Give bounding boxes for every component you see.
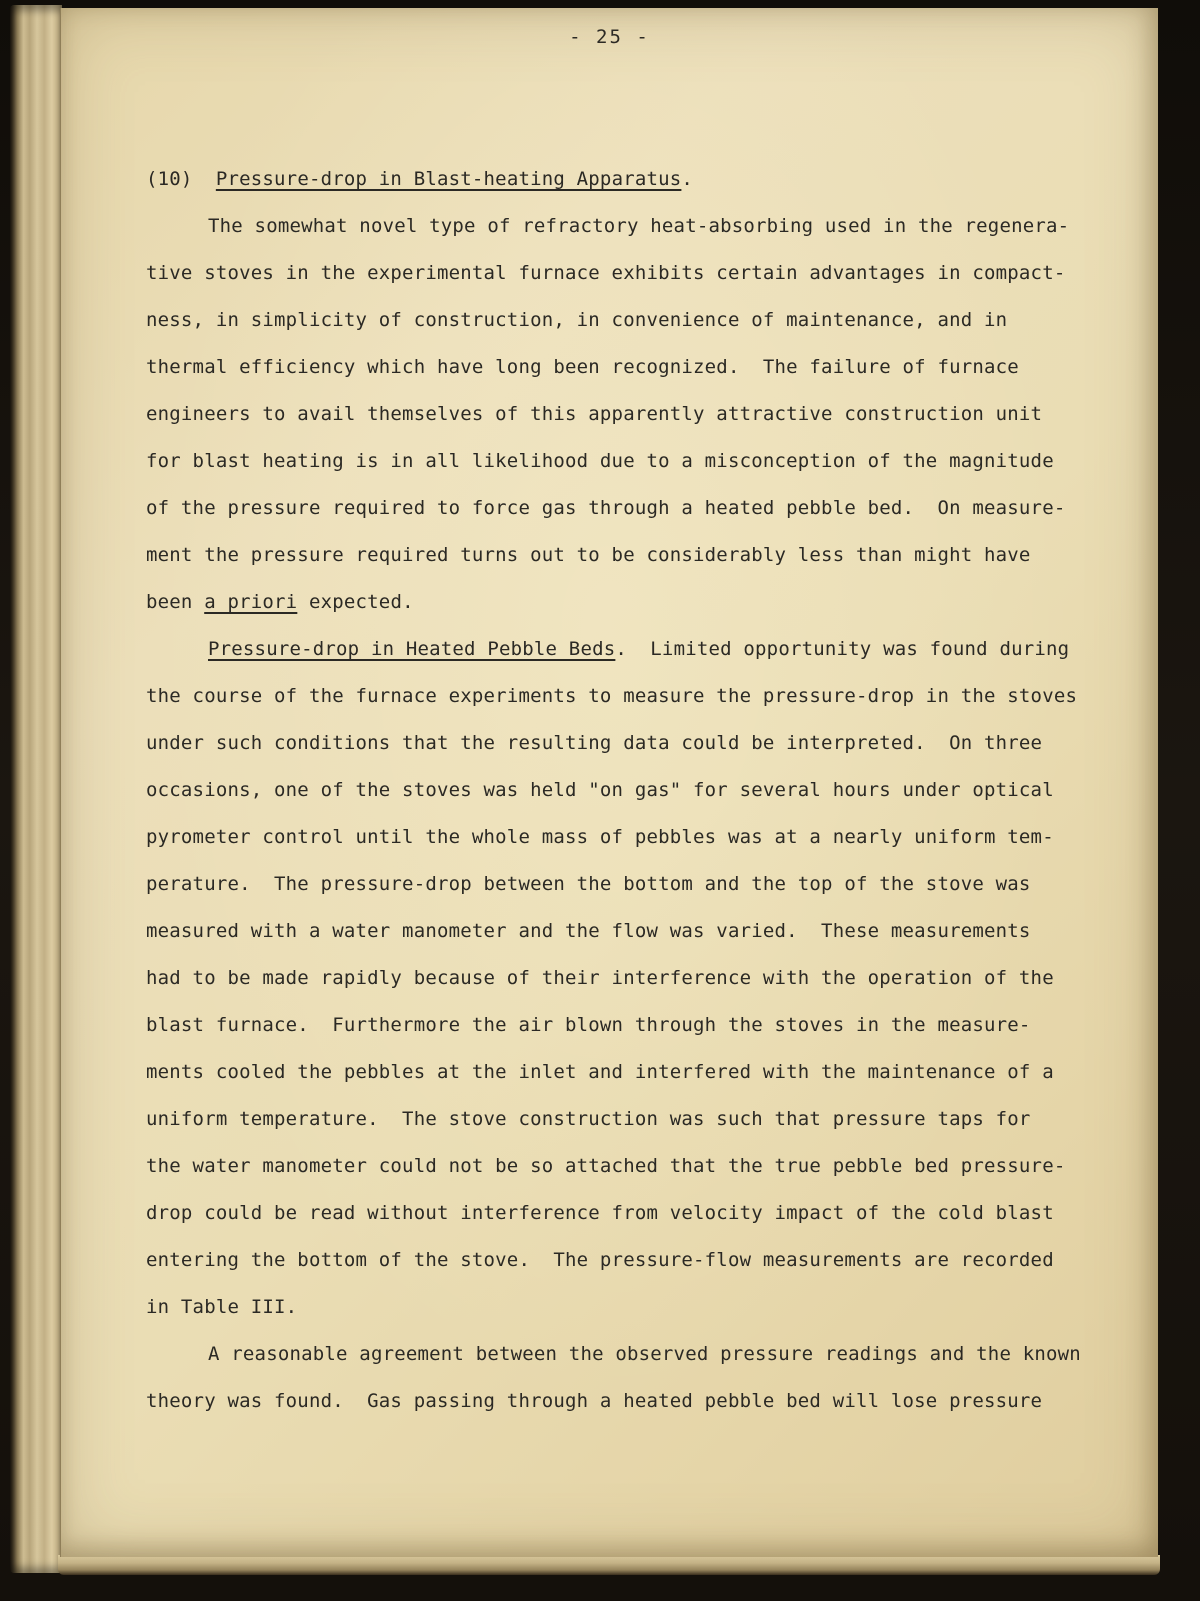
- text-segment: perature. The pressure-drop between the bottom and the top of the stove was: [146, 873, 1031, 895]
- text-segment: uniform temperature. The stove construction was such that pressure taps for: [146, 1108, 1031, 1130]
- text-line: [146, 1190, 1100, 1237]
- text-segment: .: [681, 168, 694, 190]
- text-segment: thermal efficiency which have long been recognized. The failure of furnace: [146, 356, 1019, 378]
- text-line: [146, 1331, 1100, 1378]
- text-line: [146, 1143, 1100, 1190]
- text-segment: for blast heating is in all likelihood due to a misconception of the magnitude: [146, 450, 1054, 472]
- text-segment: the course of the furnace experiments to measure the pressure-drop in the stoves: [146, 685, 1078, 707]
- document-lines: [146, 156, 1100, 1425]
- text-segment: expected.: [297, 591, 414, 613]
- text-line: [146, 955, 1100, 1002]
- text-segment: been: [146, 591, 205, 613]
- text-segment: the water manometer could not be so attached that the true pebble bed pressure-: [146, 1155, 1066, 1177]
- underlined-text-segment: Pressure-drop in Blast-heating Apparatus: [215, 168, 682, 190]
- text-segment: of the pressure required to force gas through a heated pebble bed. On measure-: [146, 497, 1066, 519]
- text-line: [146, 438, 1100, 485]
- text-line: [146, 297, 1100, 344]
- book-page-edges-left: [10, 5, 62, 1573]
- text-line: [146, 1284, 1100, 1331]
- text-line: [146, 344, 1100, 391]
- text-line: [146, 203, 1100, 250]
- text-line: [146, 767, 1100, 814]
- text-line: [146, 250, 1100, 297]
- text-line: [146, 1002, 1100, 1049]
- text-line: [146, 1378, 1100, 1425]
- text-segment: theory was found. Gas passing through a heated pebble bed will lose pressure: [146, 1390, 1043, 1412]
- text-segment: had to be made rapidly because of their interference with the operation of the: [146, 967, 1054, 989]
- text-line: [146, 673, 1100, 720]
- text-line: [146, 1096, 1100, 1143]
- text-line: [146, 1049, 1100, 1096]
- text-segment: entering the bottom of the stove. The pressure-flow measurements are recorded: [146, 1249, 1054, 1271]
- document-page: [60, 8, 1158, 1557]
- text-segment: The somewhat novel type of refractory heat-absorbing used in the regenera-: [208, 215, 1070, 237]
- text-line: [146, 1237, 1100, 1284]
- text-segment: in Table III.: [146, 1296, 298, 1318]
- text-segment: A reasonable agreement between the observed pressure readings and the known: [208, 1343, 1081, 1365]
- text-segment: (10): [146, 168, 216, 190]
- page-number: - 25 -: [569, 26, 650, 48]
- text-line: [146, 720, 1100, 767]
- text-line: [146, 156, 1100, 203]
- text-segment: tive stoves in the experimental furnace exhibits certain advantages in compact-: [146, 262, 1066, 284]
- text-line: [146, 626, 1100, 673]
- text-line: [146, 485, 1100, 532]
- text-segment: occasions, one of the stoves was held "on gas" for several hours under optical: [146, 779, 1054, 801]
- text-segment: measured with a water manometer and the flow was varied. These measurements: [146, 920, 1031, 942]
- underlined-text-segment: Pressure-drop in Heated Pebble Beds: [208, 638, 616, 660]
- text-line: [146, 391, 1100, 438]
- text-segment: ments cooled the pebbles at the inlet and interfered with the maintenance of a: [146, 1061, 1054, 1083]
- text-segment: pyrometer control until the whole mass of pebbles was at a nearly uniform tem-: [146, 826, 1054, 848]
- text-line: [146, 908, 1100, 955]
- text-segment: . Limited opportunity was found during: [615, 638, 1070, 660]
- text-segment: ment the pressure required turns out to be considerably less than might have: [146, 544, 1031, 566]
- text-segment: drop could be read without interference from velocity impact of the cold blast: [146, 1202, 1054, 1224]
- text-segment: blast furnace. Furthermore the air blown through the stoves in the measure-: [146, 1014, 1031, 1036]
- book-page-edges-bottom: [58, 1555, 1160, 1575]
- text-line: [146, 579, 1100, 626]
- text-segment: under such conditions that the resulting data could be interpreted. On three: [146, 732, 1043, 754]
- text-line: [146, 532, 1100, 579]
- text-line: [146, 861, 1100, 908]
- underlined-text-segment: a priori: [204, 591, 298, 613]
- text-segment: ness, in simplicity of construction, in convenience of maintenance, and in: [146, 309, 1008, 331]
- text-line: [146, 814, 1100, 861]
- text-segment: engineers to avail themselves of this apparently attractive construction unit: [146, 403, 1043, 425]
